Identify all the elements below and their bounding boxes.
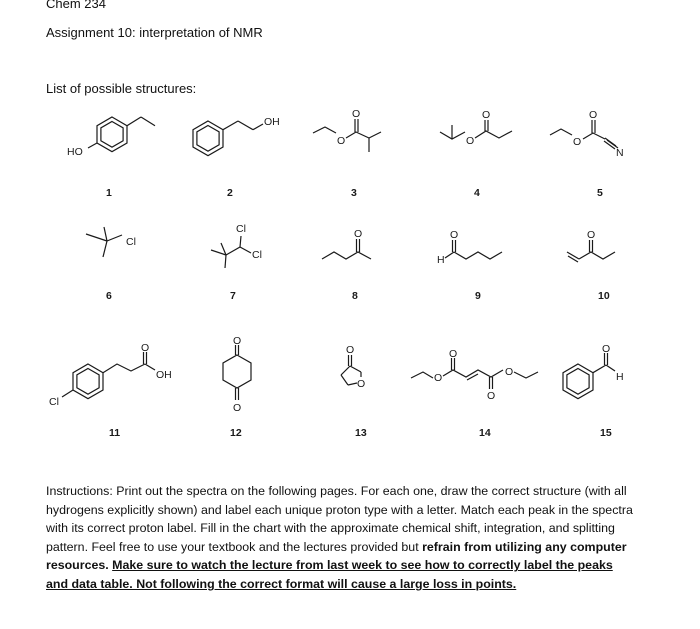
structure-number: 14	[479, 427, 491, 439]
atom-label: O	[573, 136, 582, 148]
atom-label: O	[434, 372, 443, 384]
structure-number: 4	[474, 187, 480, 199]
atom-label: O	[602, 343, 611, 355]
structure-number: 9	[475, 290, 481, 302]
atom-label: H	[437, 254, 445, 266]
atom-label: HO	[67, 146, 83, 158]
structure-number: 10	[598, 290, 610, 302]
atom-label: O	[587, 229, 596, 241]
assignment-title: Assignment 10: interpretation of NMR	[46, 25, 263, 40]
structure-number: 15	[600, 427, 612, 439]
structure-number: 8	[352, 290, 358, 302]
aromatic-inner-ring	[567, 369, 589, 395]
atom-label: O	[505, 366, 514, 378]
structure-number: 12	[230, 427, 242, 439]
atom-label: O	[346, 344, 355, 356]
atom-label: Cl	[126, 236, 136, 248]
structure-12	[223, 335, 251, 439]
atom-label: O	[352, 108, 361, 120]
structure-number: 1	[106, 187, 112, 199]
structure-10	[567, 229, 615, 302]
structure-4	[440, 109, 512, 199]
structure-14	[411, 348, 538, 439]
structure-8	[322, 228, 371, 302]
aromatic-inner-ring	[77, 369, 99, 395]
structure-13	[341, 344, 367, 439]
atom-label: Cl	[49, 396, 59, 408]
atom-label: Cl	[252, 249, 262, 261]
atom-label: O	[589, 109, 598, 121]
aromatic-inner-ring	[197, 126, 219, 152]
atom-label: O	[337, 135, 346, 147]
structure-3	[313, 108, 381, 199]
instructions	[46, 482, 636, 594]
structure-number: 3	[351, 187, 357, 199]
structure-6	[86, 227, 136, 302]
structure-number: 7	[230, 290, 236, 302]
atom-label: O	[141, 342, 150, 354]
structure-number: 6	[106, 290, 112, 302]
structure-number: 11	[109, 427, 121, 439]
atom-label: Cl	[236, 223, 246, 235]
atom-label: O	[354, 228, 363, 240]
atom-label: O	[233, 402, 242, 414]
structure-number: 2	[227, 187, 233, 199]
structure-5	[550, 109, 624, 199]
atom-label: O	[233, 335, 242, 347]
atom-label: H	[616, 371, 624, 383]
structure-9	[437, 229, 502, 302]
structure-list-label: List of possible structures:	[46, 81, 197, 96]
structure-number: 5	[597, 187, 603, 199]
instructions-underlined: Make sure to watch the lecture from last week to see how to correctly label the peaks and data table. Not following the correct format will cause a large loss in points.	[46, 558, 613, 591]
atom-label: O	[449, 348, 458, 360]
structure-2	[193, 116, 280, 199]
instructions-text: Instructions: Print out the spectra on the following pages. For each one, draw the correct structure (with all hydrogens explicitly shown) and label each unique proton type with a letter. Match each peak in the spectra with its correct proton label. Fill in the chart with the approximate chemical shift, integration, and splitting pattern. Feel free to use your textbook and the lectures provided but	[46, 484, 633, 554]
atom-label: O	[450, 229, 459, 241]
structure-11	[49, 342, 172, 439]
structure-1	[67, 117, 155, 199]
atom-label: O	[487, 390, 496, 402]
atom-label: O	[466, 135, 475, 147]
course-title: Chem 234	[46, 0, 106, 11]
structure-7	[211, 223, 262, 302]
structure-number: 13	[355, 427, 367, 439]
instructions-bold: refrain from utilizing any computer resources.	[46, 539, 627, 573]
atom-label: N	[616, 147, 624, 159]
atom-label: OH	[264, 116, 280, 128]
atom-label: O	[482, 109, 491, 121]
atom-label: OH	[156, 369, 172, 381]
structure-15	[563, 343, 624, 439]
atom-label: O	[357, 378, 366, 390]
aromatic-inner-ring	[101, 122, 123, 148]
